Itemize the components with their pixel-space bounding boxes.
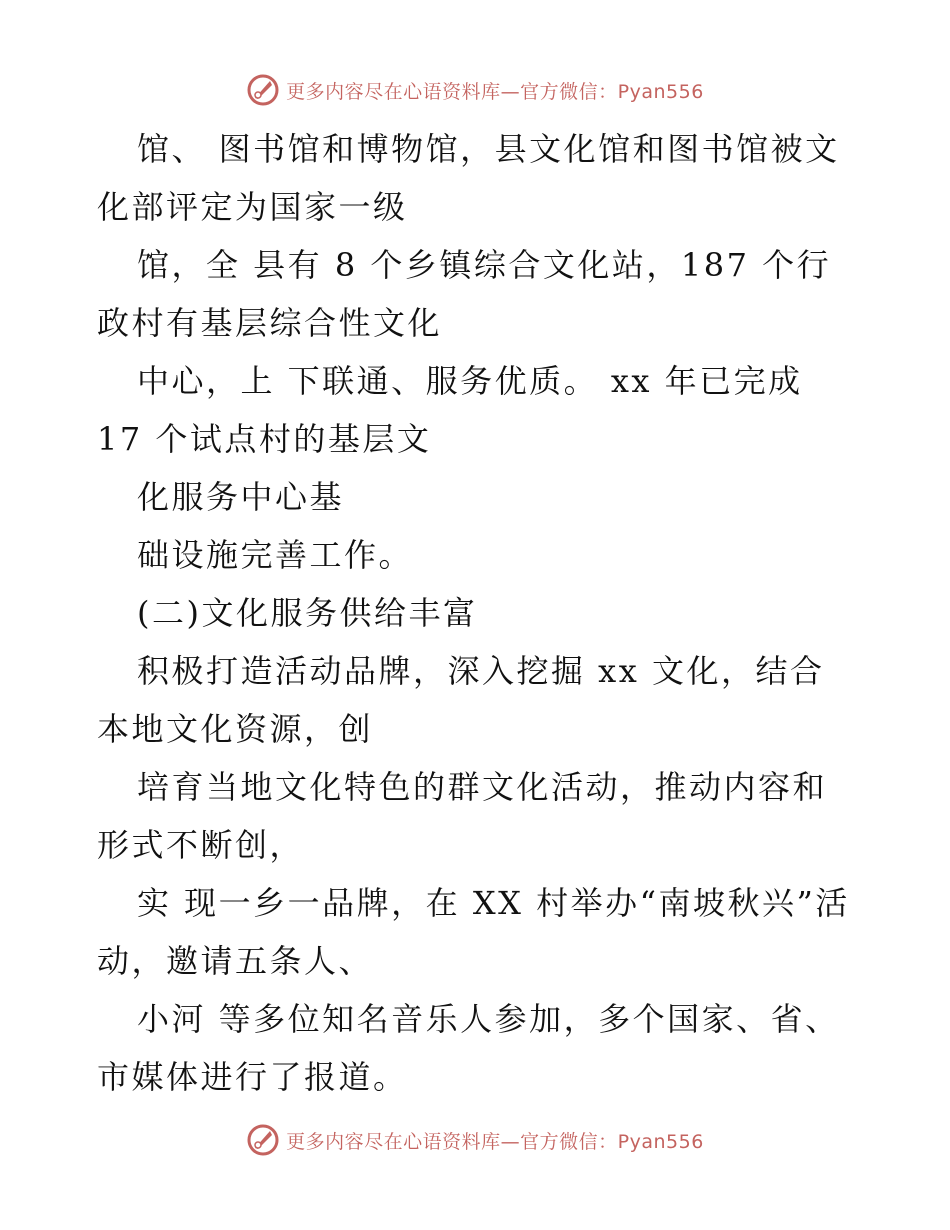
paragraph-6: 积极打造活动品牌，深入挖掘 xx 文化，结合本地文化资源，创 xyxy=(97,652,825,748)
paragraph-2: 馆，全 县有 8 个乡镇综合文化站，187 个行政村有基层综合性文化 xyxy=(97,246,832,342)
section-heading: (二)文化服务供给丰富 xyxy=(137,594,478,632)
quill-logo-icon xyxy=(246,1123,280,1157)
paragraph-9: 小河 等多位知名音乐人参加，多个国家、省、市媒体进行了报道。 xyxy=(97,1000,840,1096)
quill-logo-icon xyxy=(246,73,280,107)
paragraph-4: 化服务中心基 xyxy=(137,478,345,516)
footer-watermark xyxy=(0,1120,950,1160)
watermark-text: 更多内容尽在心语资料库—官方微信：Pyan556 xyxy=(286,1130,704,1153)
paragraph-7: 培育当地文化特色的群文化活动，推动内容和形式不断创， xyxy=(97,768,828,864)
paragraph-5: 础设施完善工作。 xyxy=(137,536,414,574)
paragraph-1: 馆、 图书馆和博物馆，县文化馆和图书馆被文化部评定为国家一级 xyxy=(97,130,840,226)
paragraph-3: 中心，上 下联通、服务优质。 xx 年已完成 17 个试点村的基层文 xyxy=(97,362,803,458)
paragraph-8: 实 现一乡一品牌，在 XX 村举办“南坡秋兴”活动，邀请五条人、 xyxy=(97,884,850,980)
header-watermark xyxy=(0,70,950,110)
document-body xyxy=(97,120,857,1106)
watermark-text: 更多内容尽在心语资料库—官方微信：Pyan556 xyxy=(286,80,704,103)
